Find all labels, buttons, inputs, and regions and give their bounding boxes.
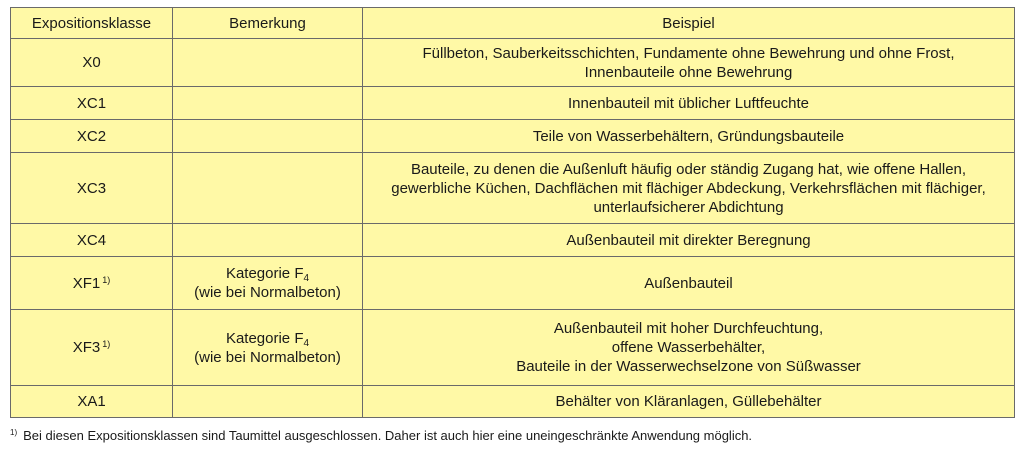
beispiel-line: Innenbauteile ohne Bewehrung — [584, 63, 793, 81]
table-row — [11, 153, 1015, 224]
bemerkung-kategorie-index: 4 — [303, 273, 310, 284]
header-bemerkung: Bemerkung — [173, 8, 363, 39]
table-row — [11, 386, 1015, 418]
table-row — [11, 87, 1015, 120]
klasse-label: X0 — [82, 54, 101, 71]
cell-bemerkung — [173, 386, 363, 418]
table-row — [11, 310, 1015, 386]
klasse-label: XA1 — [77, 393, 106, 410]
table-body — [11, 39, 1015, 418]
header-expositionsklasse: Expositionsklasse — [11, 8, 173, 39]
klasse-label: XC4 — [76, 231, 107, 249]
footnote — [10, 428, 752, 444]
table-row — [11, 257, 1015, 310]
cell-bemerkung — [173, 153, 363, 224]
footnote-reference: 1) — [102, 274, 111, 285]
header-beispiel: Beispiel — [363, 8, 1015, 39]
cell-beispiel — [363, 120, 1015, 153]
klasse-label: XC2 — [76, 127, 107, 145]
bemerkung-kategorie: Kategorie F — [225, 265, 304, 282]
cell-beispiel — [363, 386, 1015, 418]
cell-bemerkung — [173, 310, 363, 386]
klasse-label: XF3 — [72, 339, 101, 356]
cell-bemerkung — [173, 39, 363, 87]
cell-bemerkung — [173, 224, 363, 257]
beispiel-line: Außenbauteil mit hoher Durchfeuchtung, — [553, 320, 824, 337]
cell-expositionsklasse — [11, 39, 173, 87]
klasse-label: XC3 — [76, 179, 107, 197]
beispiel-line: Bauteile, zu denen die Außenluft häufig oder ständig Zugang hat, wie offene Hallen, — [410, 160, 967, 178]
cell-expositionsklasse — [11, 153, 173, 224]
cell-beispiel — [363, 153, 1015, 224]
beispiel-line: unterlaufsicherer Abdichtung — [593, 198, 784, 216]
cell-expositionsklasse — [11, 310, 173, 386]
klasse-label: XC1 — [76, 94, 107, 112]
bemerkung-line: (wie bei Normalbeton) — [194, 348, 341, 366]
cell-beispiel — [363, 257, 1015, 310]
beispiel-line: Füllbeton, Sauberkeitsschichten, Fundamente ohne Bewehrung und ohne Frost, — [422, 44, 955, 62]
cell-bemerkung — [173, 257, 363, 310]
bemerkung-line — [177, 264, 358, 283]
bemerkung-kategorie-index: 4 — [303, 337, 310, 349]
beispiel-line: offene Wasserbehälter, — [611, 339, 766, 356]
cell-beispiel — [363, 87, 1015, 120]
cell-bemerkung — [173, 87, 363, 120]
exposure-class-table — [10, 7, 1015, 418]
table-row — [11, 224, 1015, 257]
beispiel-line: gewerbliche Küchen, Dachflächen mit flächiger Abdeckung, Verkehrsflächen mit flächiger, — [391, 179, 986, 197]
cell-expositionsklasse — [11, 87, 173, 120]
bemerkung-kategorie: Kategorie F — [225, 329, 304, 347]
beispiel-line: Teile von Wasserbehältern, Gründungsbauteile — [532, 127, 845, 145]
beispiel-line: Behälter von Kläranlagen, Güllebehälter — [555, 393, 822, 410]
table-row — [11, 120, 1015, 153]
cell-expositionsklasse — [11, 257, 173, 310]
table-header-row — [11, 8, 1015, 39]
cell-beispiel — [363, 39, 1015, 87]
footnote-reference: 1) — [102, 339, 111, 349]
beispiel-line: Bauteile in der Wasserwechselzone von Süßwasser — [516, 358, 861, 375]
exposure-class-table-container — [10, 7, 1014, 418]
cell-expositionsklasse — [11, 224, 173, 257]
cell-beispiel — [363, 310, 1015, 386]
footnote-text: Bei diesen Expositionsklassen sind Taumittel ausgeschlossen. Daher ist auch hier eine uneingeschränkte Anwendung möglich. — [23, 428, 753, 443]
table-row — [11, 39, 1015, 87]
bemerkung-line — [177, 329, 358, 348]
cell-beispiel — [363, 224, 1015, 257]
cell-expositionsklasse — [11, 386, 173, 418]
cell-expositionsklasse — [11, 120, 173, 153]
footnote-marker: 1) — [10, 428, 18, 437]
klasse-label: XF1 — [72, 274, 101, 292]
bemerkung-line: (wie bei Normalbeton) — [194, 284, 341, 301]
beispiel-line: Außenbauteil — [644, 274, 733, 292]
beispiel-line: Außenbauteil mit direkter Beregnung — [566, 231, 811, 249]
cell-bemerkung — [173, 120, 363, 153]
beispiel-line: Innenbauteil mit üblicher Luftfeuchte — [568, 94, 809, 112]
